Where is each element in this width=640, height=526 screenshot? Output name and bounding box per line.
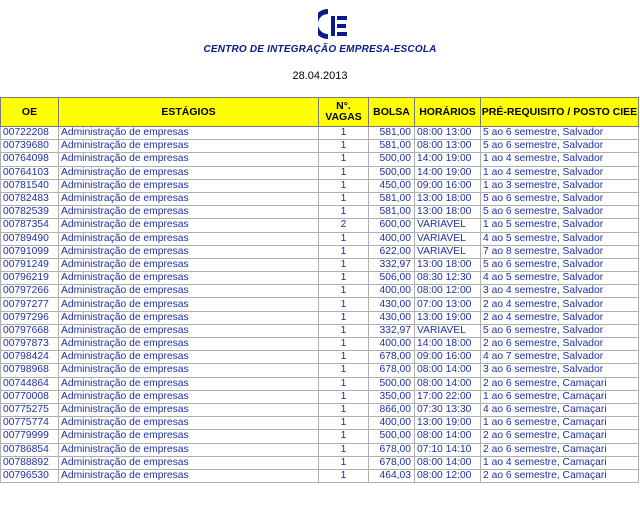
oe-cell: 00787354 (1, 219, 59, 232)
bolsa-cell: 500,00 (369, 430, 415, 443)
prerequisito-cell: 1 ao 4 semestre, Salvador (481, 166, 639, 179)
bolsa-cell: 500,00 (369, 377, 415, 390)
oe-cell: 00770008 (1, 390, 59, 403)
estagio-cell: Administração de empresas (59, 351, 319, 364)
vagas-cell: 1 (319, 245, 369, 258)
bolsa-cell: 430,00 (369, 298, 415, 311)
vagas-cell: 1 (319, 417, 369, 430)
table-row (1, 272, 639, 285)
table-row (1, 390, 639, 403)
vagas-cell: 1 (319, 272, 369, 285)
prerequisito-cell: 2 ao 6 semestre, Camaçari (481, 443, 639, 456)
estagio-cell: Administração de empresas (59, 456, 319, 469)
bolsa-cell: 678,00 (369, 456, 415, 469)
prerequisito-cell: 5 ao 6 semestre, Salvador (481, 206, 639, 219)
prerequisito-cell: 1 ao 3 semestre, Salvador (481, 179, 639, 192)
estagio-cell: Administração de empresas (59, 245, 319, 258)
estagio-cell: Administração de empresas (59, 232, 319, 245)
estagio-cell: Administração de empresas (59, 430, 319, 443)
oe-cell: 00786854 (1, 443, 59, 456)
table-row (1, 192, 639, 205)
table-row (1, 430, 639, 443)
vagas-cell: 1 (319, 430, 369, 443)
horario-cell: 13:00 19:00 (415, 417, 481, 430)
vagas-cell: 1 (319, 377, 369, 390)
estagio-cell: Administração de empresas (59, 469, 319, 482)
horario-cell: 08:00 12:00 (415, 469, 481, 482)
prerequisito-cell: 1 ao 6 semestre, Camaçari (481, 390, 639, 403)
vagas-cell: 1 (319, 140, 369, 153)
table-header-row (1, 98, 639, 127)
table-row (1, 324, 639, 337)
prerequisito-cell: 1 ao 4 semestre, Camaçari (481, 456, 639, 469)
vagas-cell: 1 (319, 324, 369, 337)
oe-cell: 00781540 (1, 179, 59, 192)
vagas-cell: 1 (319, 232, 369, 245)
estagio-cell: Administração de empresas (59, 311, 319, 324)
vagas-cell: 1 (319, 127, 369, 140)
prerequisito-cell: 1 ao 4 semestre, Salvador (481, 153, 639, 166)
horario-cell: 07:00 13:00 (415, 298, 481, 311)
bolsa-cell: 500,00 (369, 166, 415, 179)
vagas-cell: 1 (319, 166, 369, 179)
horario-cell: 07:10 14:10 (415, 443, 481, 456)
horario-cell: 14:00 19:00 (415, 166, 481, 179)
estagio-cell: Administração de empresas (59, 338, 319, 351)
ciee-logo (318, 4, 352, 44)
table-row (1, 311, 639, 324)
horario-cell: 14:00 19:00 (415, 153, 481, 166)
horario-cell: 08:00 13:00 (415, 140, 481, 153)
oe-cell: 00798424 (1, 351, 59, 364)
vagas-cell: 2 (319, 219, 369, 232)
vagas-cell: 1 (319, 192, 369, 205)
oe-cell: 00789490 (1, 232, 59, 245)
table-row (1, 377, 639, 390)
table-row (1, 179, 639, 192)
internship-table (0, 97, 639, 483)
bolsa-cell: 400,00 (369, 417, 415, 430)
horario-cell: VARIAVEL (415, 219, 481, 232)
bolsa-cell: 581,00 (369, 206, 415, 219)
oe-cell: 00797296 (1, 311, 59, 324)
estagio-cell: Administração de empresas (59, 272, 319, 285)
table-row (1, 153, 639, 166)
oe-cell: 00775275 (1, 403, 59, 416)
horario-cell: 08:30 12:30 (415, 272, 481, 285)
bolsa-cell: 506,00 (369, 272, 415, 285)
bolsa-cell: 622,00 (369, 245, 415, 258)
prerequisito-cell: 2 ao 6 semestre, Camaçari (481, 469, 639, 482)
report-date: 28.04.2013 (292, 70, 348, 82)
prerequisito-cell: 5 ao 6 semestre, Salvador (481, 140, 639, 153)
vagas-cell: 1 (319, 443, 369, 456)
estagio-cell: Administração de empresas (59, 127, 319, 140)
horario-cell: 07:30 13:30 (415, 403, 481, 416)
prerequisito-cell: 4 ao 5 semestre, Salvador (481, 232, 639, 245)
bolsa-cell: 350,00 (369, 390, 415, 403)
bolsa-cell: 500,00 (369, 153, 415, 166)
estagio-cell: Administração de empresas (59, 153, 319, 166)
bolsa-cell: 400,00 (369, 338, 415, 351)
oe-cell: 00791249 (1, 258, 59, 271)
col-header-oe: OE (1, 98, 59, 127)
table-row (1, 219, 639, 232)
table-row (1, 456, 639, 469)
table-row (1, 417, 639, 430)
horario-cell: 08:00 14:00 (415, 456, 481, 469)
col-header-bolsa: BOLSA (369, 98, 415, 127)
estagio-cell: Administração de empresas (59, 179, 319, 192)
horario-cell: 17:00 22:00 (415, 390, 481, 403)
oe-cell: 00764098 (1, 153, 59, 166)
estagio-cell: Administração de empresas (59, 377, 319, 390)
prerequisito-cell: 3 ao 6 semestre, Salvador (481, 364, 639, 377)
estagio-cell: Administração de empresas (59, 403, 319, 416)
col-header-estagios: ESTÁGIOS (59, 98, 319, 127)
vagas-cell: 1 (319, 364, 369, 377)
col-header-horarios: HORÁRIOS (415, 98, 481, 127)
horario-cell: VARIAVEL (415, 324, 481, 337)
estagio-cell: Administração de empresas (59, 417, 319, 430)
bolsa-cell: 581,00 (369, 192, 415, 205)
prerequisito-cell: 5 ao 6 semestre, Salvador (481, 324, 639, 337)
horario-cell: 13:00 18:00 (415, 258, 481, 271)
table-row (1, 443, 639, 456)
col-header-prerequisito: PRÉ-REQUISITO / POSTO CIEE (481, 98, 639, 127)
estagio-cell: Administração de empresas (59, 219, 319, 232)
table-row (1, 245, 639, 258)
vagas-cell: 1 (319, 351, 369, 364)
vagas-cell: 1 (319, 311, 369, 324)
prerequisito-cell: 2 ao 4 semestre, Salvador (481, 298, 639, 311)
vagas-cell: 1 (319, 338, 369, 351)
oe-cell: 00722208 (1, 127, 59, 140)
estagio-cell: Administração de empresas (59, 390, 319, 403)
org-name: CENTRO DE INTEGRAÇÃO EMPRESA-ESCOLA (203, 44, 437, 55)
table-row (1, 338, 639, 351)
bolsa-cell: 678,00 (369, 364, 415, 377)
col-header-vagas: N°. VAGAS (319, 98, 369, 127)
oe-cell: 00791099 (1, 245, 59, 258)
oe-cell: 00796530 (1, 469, 59, 482)
vagas-cell: 1 (319, 153, 369, 166)
horario-cell: 13:00 18:00 (415, 206, 481, 219)
horario-cell: 14:00 18:00 (415, 338, 481, 351)
table-row (1, 206, 639, 219)
bolsa-cell: 866,00 (369, 403, 415, 416)
estagio-cell: Administração de empresas (59, 140, 319, 153)
logo-wordmark: CiEE (335, 28, 338, 29)
table-row (1, 351, 639, 364)
bolsa-cell: 678,00 (369, 443, 415, 456)
oe-cell: 00779999 (1, 430, 59, 443)
estagio-cell: Administração de empresas (59, 443, 319, 456)
oe-cell: 00788892 (1, 456, 59, 469)
table-row (1, 364, 639, 377)
bolsa-cell: 464,03 (369, 469, 415, 482)
oe-cell: 00744864 (1, 377, 59, 390)
vagas-cell: 1 (319, 285, 369, 298)
vagas-cell: 1 (319, 390, 369, 403)
vagas-cell: 1 (319, 298, 369, 311)
vagas-cell: 1 (319, 258, 369, 271)
oe-cell: 00782483 (1, 192, 59, 205)
bolsa-cell: 400,00 (369, 232, 415, 245)
prerequisito-cell: 2 ao 6 semestre, Salvador (481, 338, 639, 351)
prerequisito-cell: 5 ao 6 semestre, Salvador (481, 192, 639, 205)
horario-cell: VARIAVEL (415, 245, 481, 258)
prerequisito-cell: 2 ao 6 semestre, Camaçari (481, 430, 639, 443)
prerequisito-cell: 4 ao 7 semestre, Salvador (481, 351, 639, 364)
table-row (1, 403, 639, 416)
estagio-cell: Administração de empresas (59, 285, 319, 298)
horario-cell: 08:00 14:00 (415, 377, 481, 390)
prerequisito-cell: 5 ao 6 semestre, Salvador (481, 127, 639, 140)
oe-cell: 00796219 (1, 272, 59, 285)
bolsa-cell: 332,97 (369, 258, 415, 271)
prerequisito-cell: 7 ao 8 semestre, Salvador (481, 245, 639, 258)
horario-cell: 13:00 19:00 (415, 311, 481, 324)
vagas-cell: 1 (319, 456, 369, 469)
estagio-cell: Administração de empresas (59, 364, 319, 377)
oe-cell: 00782539 (1, 206, 59, 219)
table-row (1, 469, 639, 482)
estagio-cell: Administração de empresas (59, 324, 319, 337)
oe-cell: 00797277 (1, 298, 59, 311)
oe-cell: 00739680 (1, 140, 59, 153)
oe-cell: 00764103 (1, 166, 59, 179)
vagas-cell: 1 (319, 469, 369, 482)
estagio-cell: Administração de empresas (59, 166, 319, 179)
vagas-cell: 1 (319, 179, 369, 192)
vagas-cell: 1 (319, 403, 369, 416)
oe-cell: 00797266 (1, 285, 59, 298)
estagio-cell: Administração de empresas (59, 206, 319, 219)
prerequisito-cell: 4 ao 6 semestre, Camaçari (481, 403, 639, 416)
table-row (1, 127, 639, 140)
horario-cell: 08:00 13:00 (415, 127, 481, 140)
prerequisito-cell: 2 ao 4 semestre, Salvador (481, 311, 639, 324)
prerequisito-cell: 3 ao 4 semestre, Salvador (481, 285, 639, 298)
bolsa-cell: 581,00 (369, 140, 415, 153)
bolsa-cell: 581,00 (369, 127, 415, 140)
bolsa-cell: 600,00 (369, 219, 415, 232)
bolsa-cell: 450,00 (369, 179, 415, 192)
oe-cell: 00798968 (1, 364, 59, 377)
table-row (1, 166, 639, 179)
prerequisito-cell: 4 ao 5 semestre, Salvador (481, 272, 639, 285)
horario-cell: 08:00 14:00 (415, 430, 481, 443)
horario-cell: VARIAVEL (415, 232, 481, 245)
prerequisito-cell: 2 ao 6 semestre, Camaçari (481, 377, 639, 390)
estagio-cell: Administração de empresas (59, 298, 319, 311)
horario-cell: 08:00 12:00 (415, 285, 481, 298)
horario-cell: 09:00 16:00 (415, 351, 481, 364)
prerequisito-cell: 1 ao 5 semestre, Salvador (481, 219, 639, 232)
horario-cell: 13:00 18:00 (415, 192, 481, 205)
prerequisito-cell: 5 ao 6 semestre, Salvador (481, 258, 639, 271)
oe-cell: 00775774 (1, 417, 59, 430)
table-row (1, 258, 639, 271)
prerequisito-cell: 1 ao 6 semestre, Camaçari (481, 417, 639, 430)
bolsa-cell: 430,00 (369, 311, 415, 324)
table-row (1, 298, 639, 311)
oe-cell: 00797668 (1, 324, 59, 337)
bolsa-cell: 400,00 (369, 285, 415, 298)
bolsa-cell: 332,97 (369, 324, 415, 337)
horario-cell: 09:00 16:00 (415, 179, 481, 192)
bolsa-cell: 678,00 (369, 351, 415, 364)
table-row (1, 232, 639, 245)
vagas-cell: 1 (319, 206, 369, 219)
estagio-cell: Administração de empresas (59, 258, 319, 271)
estagio-cell: Administração de empresas (59, 192, 319, 205)
table-row (1, 285, 639, 298)
horario-cell: 08:00 14:00 (415, 364, 481, 377)
table-row (1, 140, 639, 153)
oe-cell: 00797873 (1, 338, 59, 351)
